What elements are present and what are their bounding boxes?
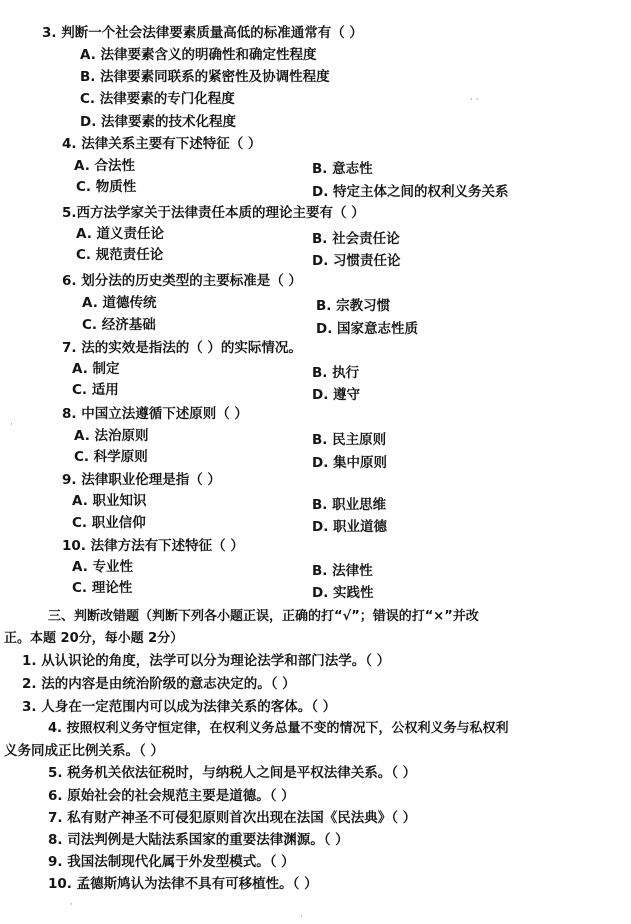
judgment-item-8: 8. 司法判例是大陆法系国家的重要法律渊源。（ ） [48,832,349,848]
q4-option-c: C. 物质性 [76,179,137,195]
judgment-item-5: 5. 税务机关依法征税时，与纳税人之间是平权法律关系。（ ） [48,765,417,781]
q4-option-d: D. 特定主体之间的权利义务关系 [312,184,509,200]
q9-option-d: D. 职业道德 [312,519,388,535]
q8-option-a: A. 法治原则 [74,428,149,444]
judgment-item-4-cont: 义务同成正比例关系。（ ） [4,743,164,759]
q6-option-b: B. 宗教习惯 [316,298,391,314]
judgment-item-7: 7. 私有财产神圣不可侵犯原则首次出现在法国《民法典》（ ） [48,810,417,826]
q8-option-c: C. 科学原则 [74,449,148,465]
q7-option-a: A. 制定 [72,361,120,377]
q9-option-c: C. 职业信仰 [72,515,146,531]
q9-option-b: B. 职业思维 [312,497,387,513]
q6-option-d: D. 国家意志性质 [316,321,419,337]
q8-option-d: D. 集中原则 [312,455,388,471]
q5-option-b: B. 社会责任论 [312,231,400,247]
judgment-item-4: 4. 按照权利义务守恒定律，在权利义务总量不变的情况下，公权利义务与私权利 [48,721,509,736]
q8-stem: 8. 中国立法遵循下述原则（ ） [62,406,248,422]
q8-option-b: B. 民主原则 [312,432,387,448]
q9-stem: 9. 法律职业伦理是指（ ） [62,472,221,488]
q10-option-a: A. 专业性 [72,559,134,575]
judgment-item-3: 3. 人身在一定范围内可以成为法律关系的客体。（ ） [22,699,337,715]
q9-option-a: A. 职业知识 [72,493,147,509]
q6-option-a: A. 道德传统 [82,295,157,311]
scan-speck: · [10,420,13,430]
q5-option-c: C. 规范责任论 [76,247,164,263]
judgment-item-9: 9. 我国法制现代化属于外发型模式。（ ） [48,854,295,870]
section3-heading-line2: 正。本题 20分，每小题 2分） [4,631,184,646]
q3-option-b: B. 法律要素同联系的紧密性及协调性程度 [80,69,330,85]
judgment-item-10: 10. 孟德斯鸠认为法律不具有可移植性。（ ） [48,876,318,892]
judgment-item-1: 1. 从认识论的角度，法学可以分为理论法学和部门法学。（ ） [22,653,391,669]
scan-speck: · [70,900,73,910]
q7-stem: 7. 法的实效是指法的（ ）的实际情况。 [62,340,302,356]
q7-option-b: B. 执行 [312,365,360,381]
q5-option-a: A. 道义责任论 [76,226,165,242]
q5-stem: 5.西方法学家关于法律责任本质的理论主要有（ ） [62,205,365,221]
q6-stem: 6. 划分法的历史类型的主要标准是（ ） [62,273,302,289]
q3-stem: 3. 判断一个社会法律要素质量高低的标准通常有（ ） [42,25,363,41]
q4-option-b: B. 意志性 [312,161,373,177]
judgment-item-6: 6. 原始社会的社会规范主要是道德。（ ） [48,788,295,804]
section3-heading-line1: 三、判断改错题（判断下列各小题正误，正确的打“√”；错误的打“×”并改 [48,609,479,624]
scan-speck: · [300,912,303,922]
q3-option-a: A. 法律要素含义的明确性和确定性程度 [80,47,317,63]
q3-option-c: C. 法律要素的专门化程度 [80,91,235,107]
q5-option-d: D. 习惯责任论 [312,253,401,269]
q10-option-c: C. 理论性 [72,580,133,596]
q4-option-a: A. 合法性 [74,158,136,174]
q7-option-d: D. 遵守 [312,387,361,403]
q10-option-b: B. 法律性 [312,563,373,579]
q10-stem: 10. 法律方法有下述特征（ ） [62,538,244,554]
q7-option-c: C. 适用 [72,382,119,398]
q10-option-d: D. 实践性 [312,585,374,601]
q3-option-d: D. 法律要素的技术化程度 [80,114,237,130]
q6-option-c: C. 经济基础 [82,317,156,333]
q4-stem: 4. 法律关系主要有下述特征（ ） [62,136,262,152]
judgment-item-2: 2. 法的内容是由统治阶级的意志决定的。（ ） [22,676,296,692]
scan-speck: · · [470,95,479,105]
